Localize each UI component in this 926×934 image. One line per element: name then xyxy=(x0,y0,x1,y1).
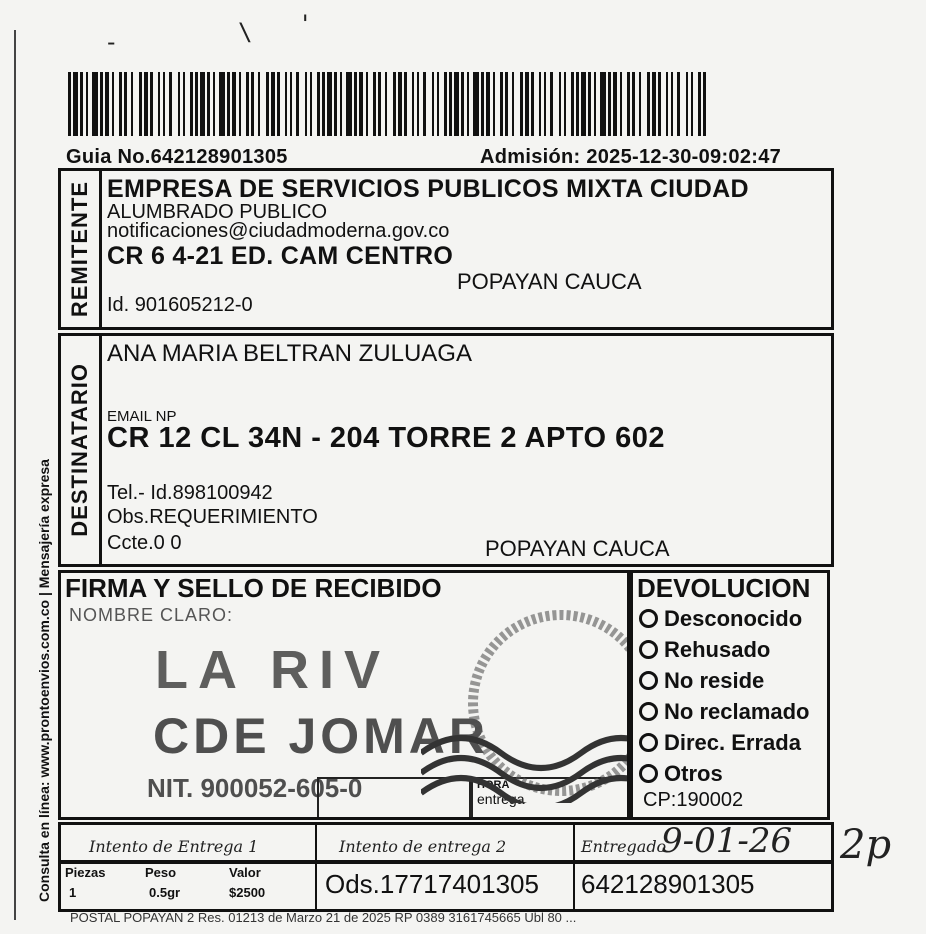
pieces-label: Piezas xyxy=(65,865,106,880)
scan-mark: ' xyxy=(298,10,313,38)
recipient-address: CR 12 CL 34N - 204 TORRE 2 APTO 602 xyxy=(107,422,665,454)
barcode-stripe xyxy=(706,72,708,136)
delivered-label: Entregado xyxy=(581,837,667,856)
sender-address: CR 6 4-21 ED. CAM CENTRO xyxy=(107,242,454,270)
sender-id: Id. 901605212-0 xyxy=(107,294,253,316)
guide-number-cell xyxy=(575,863,831,909)
return-option-unknown[interactable]: Desconocido xyxy=(639,603,810,634)
sender-email: notificaciones@ciudadmoderna.gov.co xyxy=(107,220,450,242)
recipient-obs: Obs.REQUERIMIENTO xyxy=(107,506,318,528)
footer-guide-number: 642128901305 xyxy=(581,869,755,899)
footer-row xyxy=(58,860,834,912)
postmark-seal xyxy=(421,603,627,803)
attempt-2-cell xyxy=(317,825,575,861)
guide-barcode xyxy=(68,72,714,136)
attempt-2-label: Intento de entrega 2 xyxy=(339,837,507,856)
signature-title: FIRMA Y SELLO DE RECIBIDO xyxy=(65,573,442,603)
weight-value: 0.5gr xyxy=(149,885,181,900)
return-option-not-claimed[interactable]: No reclamado xyxy=(639,696,810,727)
return-option-not-reside[interactable]: No reside xyxy=(639,665,810,696)
receiver-stamp-line2: CDE JOMAR xyxy=(153,708,490,764)
return-box xyxy=(630,570,830,820)
hour-label: HORA xyxy=(477,779,510,791)
pieces-value: 1 xyxy=(69,885,77,900)
ods-cell xyxy=(317,863,575,909)
weight-label: Peso xyxy=(145,865,177,880)
delivery-attempts-row xyxy=(58,822,834,864)
package-info-cell xyxy=(61,863,317,909)
radio-circle-icon xyxy=(639,640,658,659)
recipient-section-label: DESTINATARIO xyxy=(67,363,92,537)
sender-section-label: REMITENTE xyxy=(67,180,92,318)
return-title: DEVOLUCION xyxy=(637,573,811,603)
admission-date-label: Admisión: 2025-12-30-09:02:47 xyxy=(480,146,782,168)
radio-circle-icon xyxy=(639,702,658,721)
return-options-list xyxy=(639,603,810,789)
return-option-refused[interactable]: Rehusado xyxy=(639,634,810,665)
scan-mark: - xyxy=(104,28,119,56)
tracking-website-note: Consulta en línea: www.prontoenvios.com.co | Mensajería expresa xyxy=(36,459,52,902)
guide-number-label: Guia No.642128901305 xyxy=(66,146,288,168)
name-label: NOMBRE CLARO: xyxy=(69,605,234,625)
paper-edge xyxy=(0,30,16,920)
recipient-ccte: Ccte.0 0 xyxy=(107,532,182,554)
handwritten-delivery-date: 9-01-26 xyxy=(661,821,793,861)
handwritten-mark: 2p xyxy=(840,822,892,868)
attempt-1-label: Intento de Entrega 1 xyxy=(89,837,259,856)
signature-box xyxy=(58,570,630,820)
return-postal-code: CP:190002 xyxy=(643,789,744,811)
sender-company: EMPRESA DE SERVICIOS PUBLICOS MIXTA CIUDAD xyxy=(107,175,749,203)
legal-footer-line: POSTAL POPAYAN 2 Res. 01213 de Marzo 21 de 2025 RP 0389 3161745665 Ubl 80 ... xyxy=(70,910,577,925)
recipient-tel: Tel.- Id.898100942 xyxy=(107,482,273,504)
delivered-cell xyxy=(575,821,831,861)
receiver-stamp-line1: LA RIV xyxy=(155,640,390,700)
sender-box xyxy=(58,168,834,330)
recipient-email-label: EMAIL NP xyxy=(107,408,177,425)
value-amount: $2500 xyxy=(229,885,266,900)
attempt-1-cell xyxy=(61,825,317,861)
recipient-box xyxy=(58,333,834,567)
delivery-label: entrega xyxy=(477,791,525,807)
recipient-city: POPAYAN CAUCA xyxy=(485,536,670,561)
recipient-name: ANA MARIA BELTRAN ZULUAGA xyxy=(107,340,472,367)
radio-circle-icon xyxy=(639,733,658,752)
radio-circle-icon xyxy=(639,671,658,690)
ods-number: Ods.17717401305 xyxy=(325,869,539,899)
value-label: Valor xyxy=(229,865,261,880)
sender-department: ALUMBRADO PUBLICO xyxy=(107,201,328,223)
recipient-label-column xyxy=(61,336,102,564)
radio-circle-icon xyxy=(639,609,658,628)
sender-city: POPAYAN CAUCA xyxy=(457,269,642,294)
radio-circle-icon xyxy=(639,764,658,783)
sender-label-column xyxy=(61,171,102,327)
scan-mark: \ xyxy=(238,18,253,46)
return-option-other[interactable]: Otros xyxy=(639,758,810,789)
return-option-wrong-address[interactable]: Direc. Errada xyxy=(639,727,810,758)
receiver-stamp-nit: NIT. 900052-605-0 xyxy=(147,773,363,803)
